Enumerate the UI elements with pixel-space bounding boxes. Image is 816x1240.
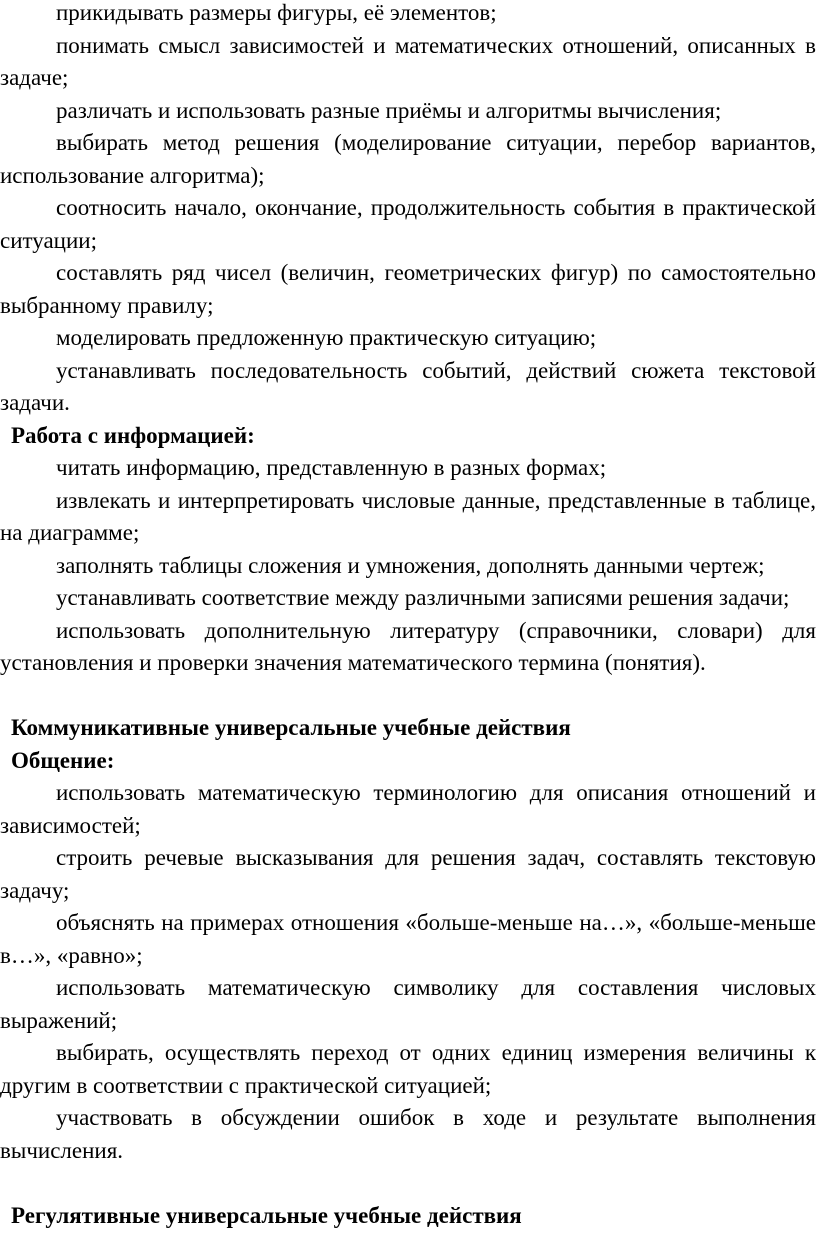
list-item: устанавливать последовательность событий, действий сюжета текстовой задачи. [0,357,816,415]
list-item: строить речевые высказывания для решения задач, составлять текстовую задачу; [0,845,816,903]
section-communicative [0,712,816,1167]
list-item: соотносить начало, окончание, продолжительность события в практической ситуации; [0,195,816,253]
section-math [0,0,816,420]
list-item: заполнять таблицы сложения и умножения, дополнять данными чертеж; [56,552,765,578]
list-item: извлекать и интерпретировать числовые данные, представленные в таблице, на диаграмме; [0,487,816,545]
list-item: составлять ряд чисел (величин, геометрических фигур) по самостоятельно выбранному правилу; [0,260,816,318]
list-item: устанавливать соответствие между различными записями решения задачи; [56,585,790,610]
list-item: использовать математическую символику для составления числовых выражений; [0,975,816,1033]
list-item: читать информацию, представленную в разных формах; [56,455,607,480]
subheading-communication: Общение: [11,747,115,773]
section-heading-communicative: Коммуникативные универсальные учебные действия [11,715,571,740]
list-item: различать и использовать разные приёмы и алгоритмы вычисления; [56,97,722,123]
list-item: использовать математическую терминологию для описания отношений и зависимостей; [0,780,816,838]
section-heading-info: Работа с информацией: [11,422,255,448]
list-item: выбирать, осуществлять переход от одних единиц измерения величины к другим в соответствии с практической ситуацией; [0,1040,816,1098]
section-regulative [0,1200,816,1233]
section-heading-regulative: Регулятивные универсальные учебные действия [11,1202,522,1228]
list-item: понимать смысл зависимостей и математических отношений, описанных в задаче; [0,32,816,90]
list-item: участвовать в обсуждении ошибок в ходе и результате выполнения вычисления. [0,1105,816,1163]
section-info [0,420,816,680]
list-item: объяснять на примерах отношения «больше-меньше на…», «больше-меньше в…», «равно»; [0,910,816,968]
list-item: моделировать предложенную практическую ситуацию; [56,325,597,350]
spacer [0,1167,816,1200]
list-item: прикидывать размеры фигуры, её элементов; [56,0,497,25]
spacer [0,680,816,713]
list-item: использовать дополнительную литературу (справочники, словари) для установления и проверки значения математического термина (понятия). [0,617,816,675]
list-item: выбирать метод решения (моделирование ситуации, перебор вариантов, использование алгоритма); [0,130,816,188]
